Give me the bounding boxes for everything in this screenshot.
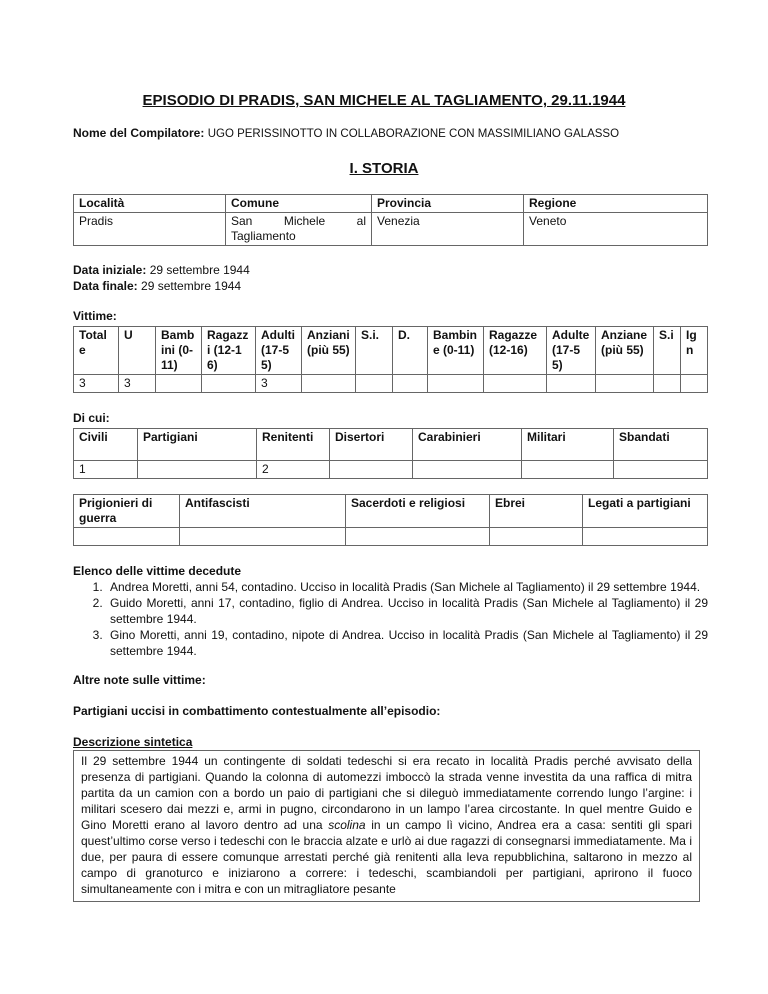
value-cell xyxy=(654,375,681,393)
value-cell: 3 xyxy=(119,375,156,393)
value-cell xyxy=(490,528,583,546)
header-cell: Civili xyxy=(74,429,138,461)
value-cell xyxy=(484,375,547,393)
value-cell xyxy=(596,375,654,393)
compiler-line xyxy=(73,126,708,142)
deceased-section xyxy=(73,564,708,659)
value-cell: 3 xyxy=(74,375,119,393)
header-cell: U xyxy=(119,327,156,375)
section-title: I. STORIA xyxy=(349,160,419,177)
value-cell xyxy=(330,461,413,479)
value-cell xyxy=(346,528,490,546)
date-start-value: 29 settembre 1944 xyxy=(149,263,250,277)
value-cell: 1 xyxy=(74,461,138,479)
value-cell xyxy=(302,375,356,393)
header-localita: Località xyxy=(74,195,226,213)
value-cell xyxy=(614,461,708,479)
header-cell: S.i xyxy=(654,327,681,375)
value-cell xyxy=(180,528,346,546)
value-cell xyxy=(583,528,708,546)
header-cell: Carabinieri xyxy=(413,429,522,461)
value-comune: San Michele al Tagliamento xyxy=(226,213,372,246)
header-cell: Bambini (0-11) xyxy=(156,327,202,375)
header-cell: Disertori xyxy=(330,429,413,461)
value-cell xyxy=(681,375,708,393)
value-cell xyxy=(522,461,614,479)
header-cell: Ebrei xyxy=(490,495,583,528)
header-comune: Comune xyxy=(226,195,372,213)
header-cell: Adulte (17-55) xyxy=(547,327,596,375)
value-cell xyxy=(74,528,180,546)
header-cell: Anziane (più 55) xyxy=(596,327,654,375)
document-title: EPISODIO DI PRADIS, SAN MICHELE AL TAGLIAMENTO, 29.11.1944 xyxy=(142,92,626,109)
description-italic: scolina xyxy=(328,818,366,832)
deceased-label: Elenco delle vittime decedute xyxy=(73,564,242,578)
value-cell xyxy=(428,375,484,393)
partisans-label: Partigiani uccisi in combattimento contestualmente all’episodio: xyxy=(73,704,441,718)
value-cell xyxy=(138,461,257,479)
deceased-item: 1. Andrea Moretti, anni 54, contadino. Ucciso in località Pradis (San Michele al Tagliamento) il 29 settembre 1944. xyxy=(106,579,708,595)
value-provincia: Venezia xyxy=(372,213,524,246)
header-cell: Anziani (più 55) xyxy=(302,327,356,375)
date-start xyxy=(73,263,708,278)
other-categories-table xyxy=(73,494,708,546)
value-regione: Veneto xyxy=(524,213,708,246)
deceased-item: 2. Guido Moretti, anni 17, contadino, figlio di Andrea. Ucciso in località Pradis (San Michele al Tagliamento) il 29 settembre 1944. xyxy=(106,595,708,627)
header-cell: Ragazzi (12-16) xyxy=(202,327,256,375)
header-cell: Antifascisti xyxy=(180,495,346,528)
header-cell: Totale xyxy=(74,327,119,375)
value-cell xyxy=(156,375,202,393)
description-box xyxy=(73,750,700,902)
header-cell: Sbandati xyxy=(614,429,708,461)
header-cell: Militari xyxy=(522,429,614,461)
header-cell: D. xyxy=(393,327,428,375)
victims-table xyxy=(73,326,708,393)
value-localita: Pradis xyxy=(74,213,226,246)
value-cell xyxy=(413,461,522,479)
header-provincia: Provincia xyxy=(372,195,524,213)
value-cell xyxy=(202,375,256,393)
description-text: Il 29 settembre 1944 un contingente di soldati tedeschi si era recato in località Pradis perché avvisato della presenza di partigiani. Quando la colonna di automezzi imboccò la strada venne investita da una raffica di mitra partita da un camion con a bordo un paio di partigiani che si dileguò immediatamente correndo lungo l’argine: i militari scesero dai mezzi e, armi in pugno, circondarono in un lampo l’area circostante. In quel mentre Guido e Gino Moretti erano al lavoro dentro ad una xyxy=(81,754,692,832)
compiler-label: Nome del Compilatore: xyxy=(73,126,205,140)
value-cell: 3 xyxy=(256,375,302,393)
value-cell: 2 xyxy=(257,461,330,479)
header-cell: Sacerdoti e religiosi xyxy=(346,495,490,528)
value-cell xyxy=(356,375,393,393)
deceased-list xyxy=(73,579,708,659)
header-regione: Regione xyxy=(524,195,708,213)
description-label: Descrizione sintetica xyxy=(73,735,193,749)
value-cell xyxy=(547,375,596,393)
of-which-label: Di cui: xyxy=(73,411,110,425)
compiler-value: UGO PERISSINOTTO IN COLLABORAZIONE CON MASSIMILIANO GALASSO xyxy=(207,128,620,140)
header-cell: Bambine (0-11) xyxy=(428,327,484,375)
header-cell: Ign xyxy=(681,327,708,375)
date-end xyxy=(73,279,708,294)
description-text-cont: in un campo lì vicino, Andrea era a casa: sentiti gli spari quest’ultimo corse verso i tedeschi con le braccia alzate e urlò ai due ragazzi di consegnarsi immediatamente. Ma i due, per paura di essere comunque arrestati perché già renitenti alla leva repubblichina, saltarono in mezzo al campo di granoturco e iniziarono a correre: i tedeschi, scambiandoli per partigiani, aprirono il fuoco simultaneamente con i mitra e con un mitragliatore pesante xyxy=(81,818,692,896)
header-cell: Adulti (17-55) xyxy=(256,327,302,375)
deceased-item: 3. Gino Moretti, anni 19, contadino, nipote di Andrea. Ucciso in località Pradis (San Michele al Tagliamento) il 29 settembre 1944. xyxy=(106,627,708,659)
date-end-label: Data finale: xyxy=(73,279,138,293)
header-cell: Prigionieri di guerra xyxy=(74,495,180,528)
header-cell: Ragazze (12-16) xyxy=(484,327,547,375)
header-cell: Legati a partigiani xyxy=(583,495,708,528)
date-start-label: Data iniziale: xyxy=(73,263,147,277)
date-end-value: 29 settembre 1944 xyxy=(141,279,242,293)
header-cell: S.i. xyxy=(356,327,393,375)
victims-label: Vittime: xyxy=(73,309,117,323)
other-notes-label: Altre note sulle vittime: xyxy=(73,673,206,687)
location-table xyxy=(73,194,708,246)
header-cell: Partigiani xyxy=(138,429,257,461)
value-cell xyxy=(393,375,428,393)
header-cell: Renitenti xyxy=(257,429,330,461)
of-which-table xyxy=(73,428,708,479)
